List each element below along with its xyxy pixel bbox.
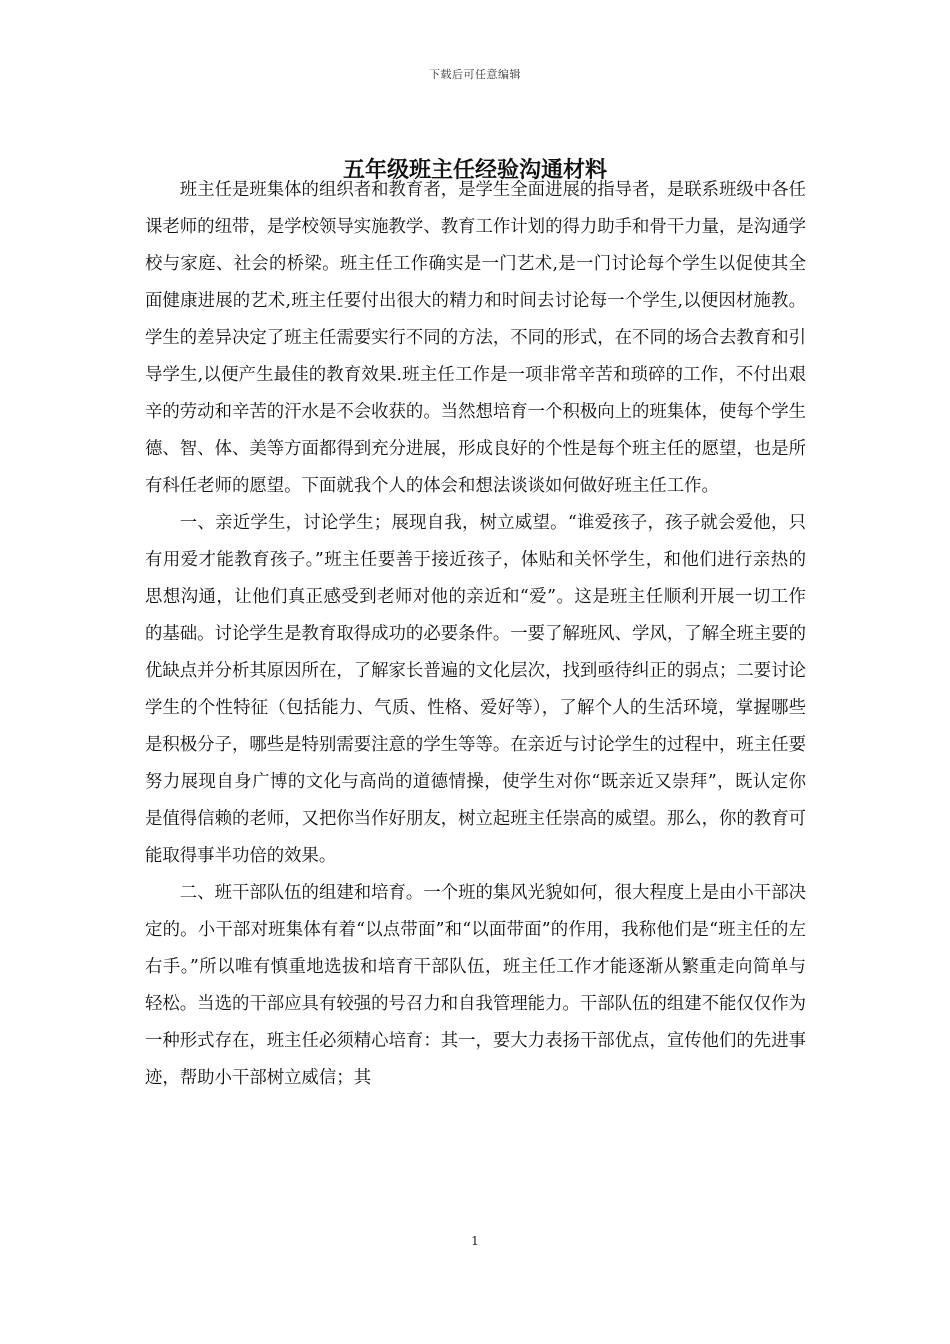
paragraph-section-2: 二、班干部队伍的组建和培育。一个班的集风光貌如何，很大程度上是由小干部决定的。小干部对班集体有着“以点带面”和“以面带面”的作用，我称他们是“班主任的左右手。”所以唯有慎重地选拔和培育干部队伍，班主任工作才能逐渐从繁重走向简单与轻松。当选的干部应具有较强的号召力和自我管理能力。干部队伍的组建不能仅仅作为一种形式存在，班主任必须精心培育：其一，要大力表扬干部优点，宣传他们的先进事迹，帮助小干部树立威信；其 [145, 883, 806, 1088]
header-note: 下载后可任意编辑 [429, 68, 521, 81]
paragraph-section-1: 一、亲近学生，讨论学生；展现自我，树立威望。“谁爱孩子，孩子就会爱他，只有用爱才能教育孩子。”班主任要善于接近孩子，体贴和关怀学生，和他们进行亲热的思想沟通，让他们真正感受到老师对他的亲近和“爱”。这是班主任顺利开展一切工作的基础。讨论学生是教育取得成功的必要条件。一要了解班风、学风，了解全班主要的优缺点并分析其原因所在，了解家长普遍的文化层次，找到亟待纠正的弱点；二要讨论学生的个性特征（包括能力、气质、性格、爱好等），了解个人的生活环境，掌握哪些是积极分子，哪些是特别需要注意的学生等等。在亲近与讨论学生的过程中，班主任要努力展现自身广博的文化与高尚的道德情操，使学生对你“既亲近又崇拜”，既认定你是值得信赖的老师，又把你当作好朋友，树立起班主任崇高的威望。那么，你的教育可能取得事半功倍的效果。 [145, 513, 806, 866]
paragraph-intro: 班主任是班集体的组织者和教育者，是学生全面进展的指导者，是联系班级中各任课老师的纽带，是学校领导实施教学、教育工作计划的得力助手和骨干力量，是沟通学校与家庭、社会的桥梁。班主任工作确实是一门艺术,是一门讨论每个学生以促使其全面健康进展的艺术,班主任要付出很大的精力和时间去讨论每一个学生,以便因材施教。学生的差异决定了班主任需要实行不同的方法，不同的形式，在不同的场合去教育和引导学生,以便产生最佳的教育效果.班主任工作是一项非常辛苦和琐碎的工作，不付出艰辛的劳动和辛苦的汗水是不会收获的。当然想培育一个积极向上的班集体，使每个学生德、智、体、美等方面都得到充分进展，形成良好的个性是每个班主任的愿望，也是所有科任老师的愿望。下面就我个人的体会和想法谈谈如何做好班主任工作。 [145, 180, 806, 496]
document-body [145, 172, 806, 1097]
page-number: 1 [471, 1234, 479, 1248]
document-title: 五年级班主任经验沟通材料 [342, 157, 607, 183]
